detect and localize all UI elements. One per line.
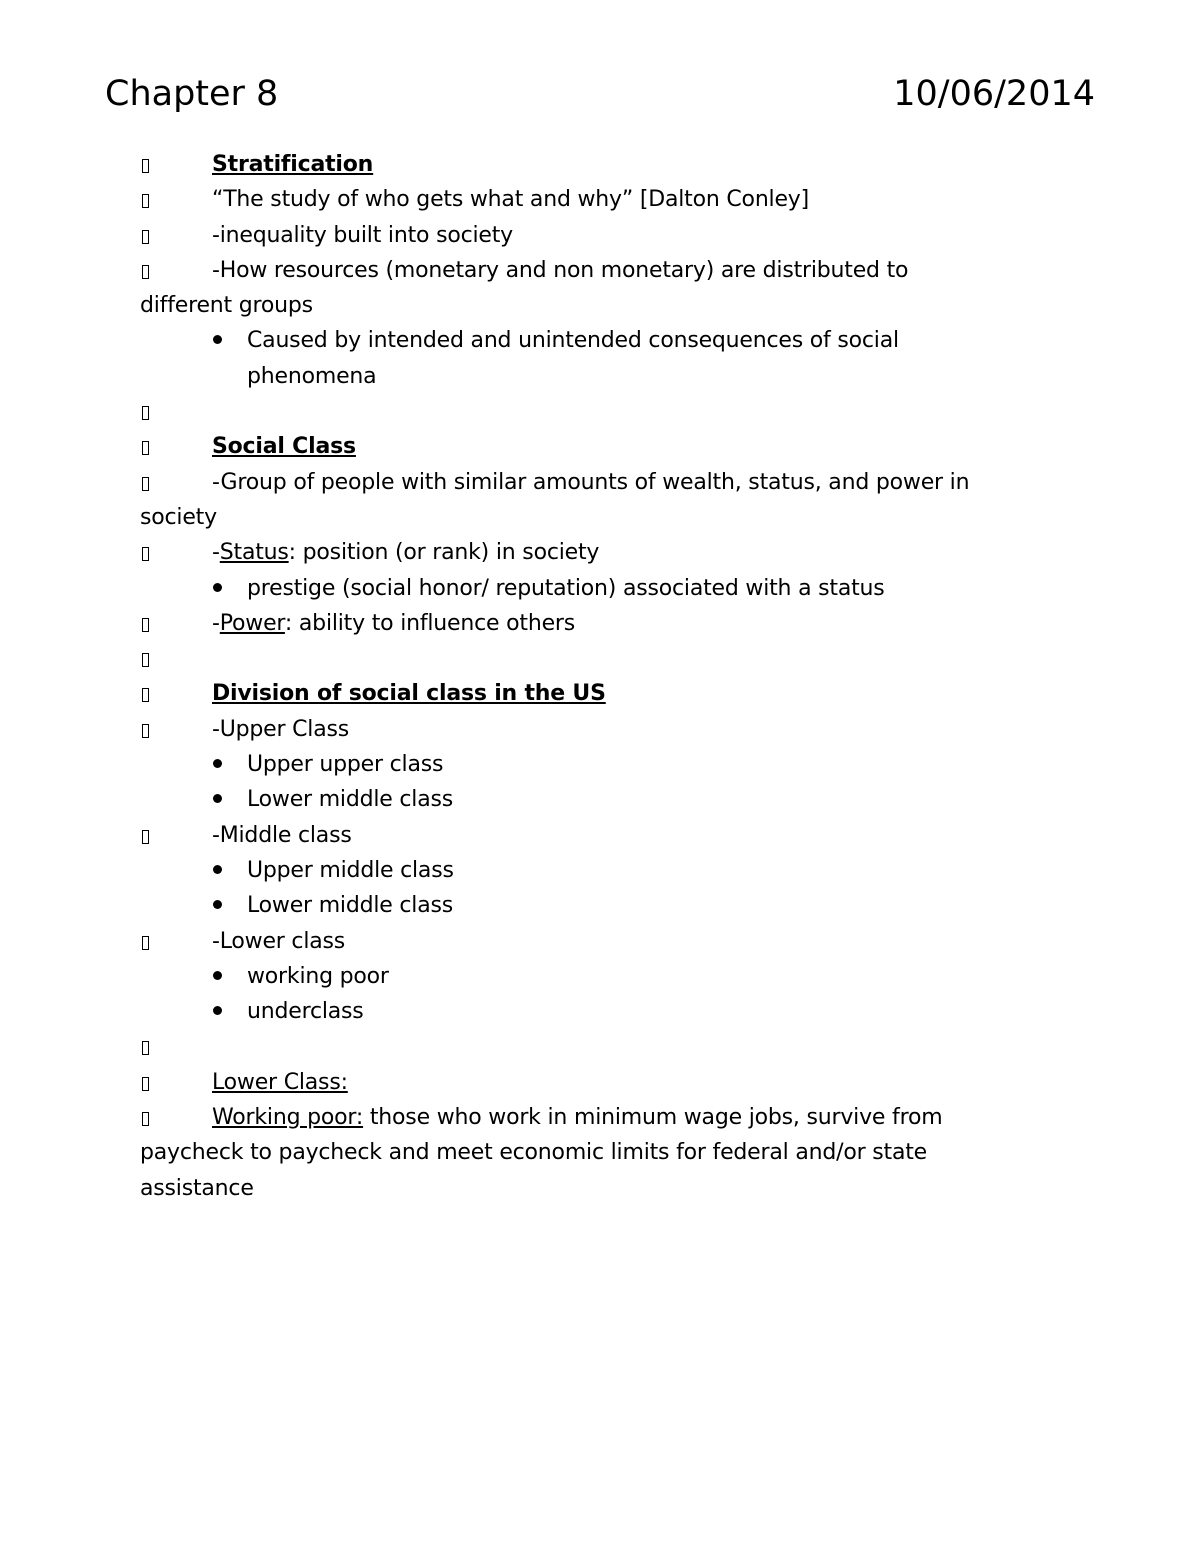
list-item — [140, 253, 1100, 288]
bullet-icon — [213, 335, 222, 344]
chapter-title: Chapter 8 — [105, 74, 279, 114]
missing-glyph-icon — [142, 406, 149, 420]
section-heading-social-class: Social Class — [212, 434, 356, 460]
section-heading-lower-class: Lower Class: — [212, 1069, 348, 1095]
section-heading-stratification: Stratification — [212, 152, 374, 177]
dash-prefix: - — [212, 540, 220, 566]
bullet-item — [140, 323, 1100, 358]
bullet-item — [140, 782, 1100, 817]
missing-glyph-icon — [142, 194, 149, 208]
list-item-text: -Middle class — [212, 822, 352, 848]
bullet-text: phenomena — [247, 363, 377, 389]
missing-glyph-icon — [142, 477, 149, 491]
list-item-continuation: paycheck to paycheck and meet economic limits for federal and/or state — [140, 1140, 927, 1166]
missing-glyph-icon — [142, 441, 149, 455]
missing-glyph-icon — [142, 618, 149, 632]
list-item — [140, 429, 1100, 464]
missing-glyph-icon — [142, 1041, 149, 1055]
bullet-icon — [213, 1006, 222, 1015]
bullet-text: Upper middle class — [247, 857, 454, 883]
term-power: Power — [219, 610, 285, 636]
bullet-text: Lower middle class — [247, 787, 454, 813]
missing-glyph-icon — [142, 159, 149, 173]
list-item — [140, 1065, 1100, 1100]
list-item — [140, 818, 1100, 853]
bullet-text: working poor — [247, 963, 389, 989]
list-item-continuation: assistance — [140, 1175, 254, 1201]
list-item — [140, 712, 1100, 747]
bullet-item-continuation — [140, 359, 1100, 394]
list-item — [140, 676, 1100, 711]
bullet-icon — [213, 759, 222, 768]
list-item — [140, 218, 1100, 253]
list-item-text: -How resources (monetary and non monetary) are distributed to — [212, 257, 909, 283]
bullet-text: prestige (social honor/ reputation) associated with a status — [247, 575, 885, 601]
bullet-icon — [213, 971, 222, 980]
list-item — [140, 1100, 1100, 1135]
bullet-item — [140, 571, 1100, 606]
notes-body — [140, 147, 1100, 1206]
missing-glyph-icon — [142, 1077, 149, 1091]
bullet-icon — [213, 794, 222, 803]
missing-glyph-icon — [142, 1112, 149, 1126]
missing-glyph-icon — [142, 230, 149, 244]
missing-glyph-icon — [142, 830, 149, 844]
bullet-item — [140, 747, 1100, 782]
list-item-continuation: society — [140, 504, 217, 530]
list-item — [140, 147, 1100, 182]
list-item — [140, 606, 1100, 641]
list-item-text: -Upper Class — [212, 716, 350, 742]
list-item — [140, 924, 1100, 959]
missing-glyph-icon — [142, 936, 149, 950]
list-item-text: -inequality built into society — [212, 222, 513, 248]
document-date: 10/06/2014 — [893, 74, 1095, 114]
list-item-text: -Group of people with similar amounts of wealth, status, and power in — [212, 469, 970, 495]
bullet-text: underclass — [247, 999, 364, 1025]
bullet-icon — [213, 583, 222, 592]
missing-glyph-icon — [142, 265, 149, 279]
empty-list-item — [140, 1029, 1100, 1064]
bullet-item — [140, 994, 1100, 1029]
missing-glyph-icon — [142, 688, 149, 702]
empty-list-item — [140, 641, 1100, 676]
missing-glyph-icon — [142, 653, 149, 667]
section-heading-division: Division of social class in the US — [212, 681, 606, 707]
term-status: Status — [219, 540, 289, 566]
bullet-item — [140, 853, 1100, 888]
list-item-text: “The study of who gets what and why” [Dalton Conley] — [212, 187, 810, 213]
list-item-continuation: different groups — [140, 293, 313, 319]
bullet-icon — [213, 865, 222, 874]
missing-glyph-icon — [142, 724, 149, 738]
bullet-item — [140, 959, 1100, 994]
missing-glyph-icon — [142, 547, 149, 561]
term-working-poor: Working poor: — [212, 1105, 364, 1131]
document-header — [105, 70, 1095, 120]
definition-working-poor: those who work in minimum wage jobs, survive from — [363, 1105, 943, 1131]
list-item-text: -Lower class — [212, 928, 346, 954]
bullet-icon — [213, 900, 222, 909]
dash-prefix: - — [212, 610, 220, 636]
list-item — [140, 535, 1100, 570]
list-item — [140, 182, 1100, 217]
list-item — [140, 465, 1100, 500]
empty-list-item — [140, 394, 1100, 429]
bullet-item — [140, 888, 1100, 923]
bullet-text: Upper upper class — [247, 752, 444, 778]
bullet-text: Lower middle class — [247, 893, 454, 919]
bullet-text: Caused by intended and unintended consequences of social — [247, 328, 899, 354]
definition-status: : position (or rank) in society — [288, 540, 600, 566]
definition-power: : ability to influence others — [284, 610, 576, 636]
